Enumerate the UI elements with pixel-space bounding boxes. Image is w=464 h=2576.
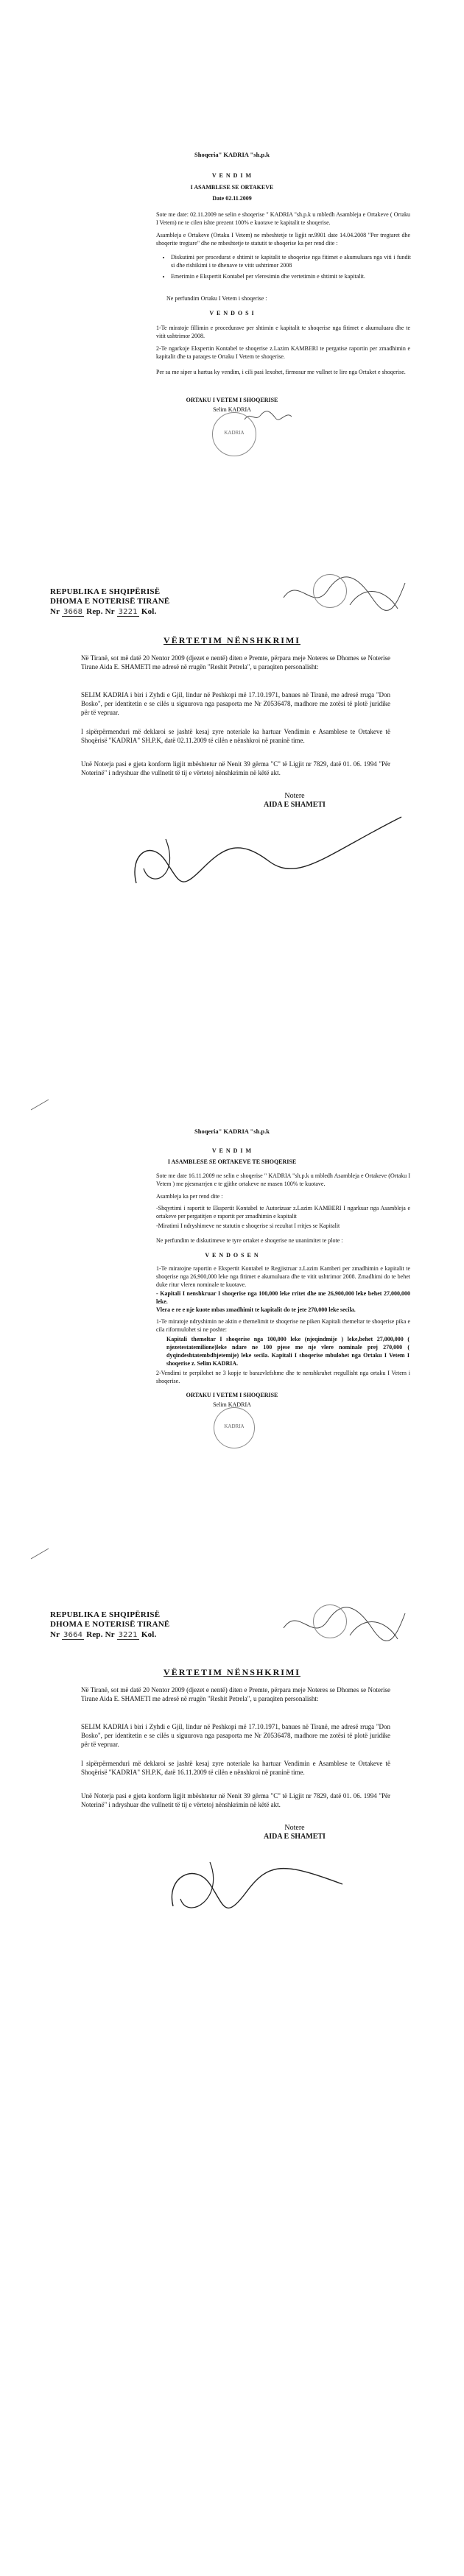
rep-label: Rep. Nr xyxy=(86,1630,115,1639)
notary-stamp-top xyxy=(313,574,347,608)
vendosen-heading: V E N D O S E N xyxy=(205,1252,259,1259)
proceeding-text: Ne perfundim Ortaku I Vetem i shoqerise : xyxy=(166,295,267,302)
signatory-name: Selim KADRIA xyxy=(213,406,251,413)
company-stamp xyxy=(212,412,256,456)
rep-number-handwritten: 3664 xyxy=(63,1631,83,1639)
assembly-heading: I ASAMBLESE SE ORTAKEVE TE SHOQERISE xyxy=(167,1158,297,1165)
rep-number-handwritten: 3668 xyxy=(63,608,83,616)
decision-1: 1-Te miratojne raportin e Ekspertit Kontabel te Regjistruar z.Lazim Kamberi per zmadhimin e kapitalit te shoqerise nga 26,900,000 leke nga fitimet e akumuluara dhe te vitit ushtrimor 2008. Zmadhimi do te behet duke ritur vleren nominale te kuotave. xyxy=(156,1265,410,1288)
signatory-name: Selim KADRIA xyxy=(213,1401,251,1408)
agenda-item-2: -Miratimi I ndryshimeve ne statutin e shoqerise si rezultat I rritjes se Kapitalit xyxy=(156,1222,340,1229)
register-number xyxy=(50,607,157,617)
agenda-list xyxy=(161,253,411,283)
agenda-item: • Diskutimi per procedurat e shtimit te kapitalit te shoqerise nga fitimet e akumuluara nga viti i fundit si dhe rishikimi i te dhenave te vitit ushtrimor 2008 xyxy=(171,253,411,269)
notary-label: Notere xyxy=(284,1824,305,1832)
vendim-heading: V E N D I M xyxy=(211,1147,253,1154)
stamp-text: KADRIA xyxy=(224,1423,245,1429)
chamber-header: DHOMA E NOTERISË TIRANË xyxy=(50,597,170,606)
notary-signature xyxy=(158,1840,350,1928)
notary-paragraph-3: I sipërpërmenduri më deklaroi se jashtë kesaj zyre noteriale ka hartuar Vendimin e Asamblese te Ortakeve të Shoqërisë "KADRIA" SH.P.K, datë 02.11.2009 të cilën e nënshkroi në praninë time. xyxy=(81,728,390,744)
vendim-heading: V E N D I M xyxy=(211,172,253,179)
kol-label: Kol. xyxy=(141,607,157,616)
agenda-item: • Emerimin e Ekspertit Kontabel per vleresimin dhe vertetimin e shtimit te kapitalit. xyxy=(171,272,411,280)
certification-title: VËRTETIM NËNSHKRIMI xyxy=(164,635,300,645)
notary-paragraph-4: Unë Noterja pasi e gjeta konform ligjit mbështetur në Nenit 39 gërma "C" të Ligjit nr 7829, datë 01. 06. 1994 "Për Noterinë" i ndryshuar dhe vullnetit të tij e vërtetoj nënshkrimin në këtë akt. xyxy=(81,1792,390,1808)
company-name: Shoqeria" KADRIA "sh.p.k xyxy=(194,1128,270,1135)
notary-page-1 xyxy=(0,559,464,1089)
notary-paragraph-2: SELIM KADRIA i biri i Zyhdi e Gjil, lindur në Peshkopi më 17.10.1971, banues në Tiranë, me adresë rruga "Don Bosko", per identitetin e se cilës u siguurova nga pasaporta me Nr Z0536478, madhore me zotësi të plotë juridike për të vepruar. xyxy=(81,1723,390,1748)
intro-paragraph: Sote me date 16.11.2009 ne selin e shoqerise " KADRIA "sh.p.k u mbledh Asambleja e Ortakeve (Ortaku I Vetem ) me pjesmarrjen e te gjithe ortakeve ne masen 100% te kuotave. xyxy=(156,1172,410,1187)
chamber-header: DHOMA E NOTERISË TIRANË xyxy=(50,1620,170,1629)
notary-label: Notere xyxy=(284,792,305,800)
notary-paragraph-3: I sipërpërmenduri më deklaroi se jashtë kesaj zyre noteriale ka hartuar Vendimin e Asamblese te Ortakeve të Shoqërisë "KADRIA" SH.P.K, datë 16.11.2009 të cilën e nënshkroi në praninë time. xyxy=(81,1760,390,1776)
notary-stamp-top xyxy=(313,1604,347,1638)
republic-header: REPUBLIKA E SHQIPËRISË xyxy=(50,587,161,596)
notary-paragraph-4: Unë Noterja pasi e gjeta konform ligjit mbështetur në Nenit 39 gërma "C" të Ligjit nr 7829, datë 01. 06. 1994 "Për Noterinë" i ndryshuar dhe vullnetit të tij e vërtetoj nënshkrimin në këtë akt. xyxy=(81,760,390,776)
notary-page-2 xyxy=(0,1531,464,2576)
stamp-text: KADRIA xyxy=(224,430,245,436)
intro-paragraph: Sote me date: 02.11.2009 ne selin e shoqerise " KADRIA "sh.p.k u mbledh Asambleja e Ortakeve ( Ortaku I Vetem) ne te cilen ishte prezent 100% e kuotave te kapitalit te shoqerise. xyxy=(156,211,410,226)
nr-label: Nr xyxy=(50,1630,60,1639)
agenda-label: Asambleja ka per rend dite : xyxy=(156,1193,223,1200)
register-number xyxy=(50,1630,157,1640)
rep-nr-handwritten: 3221 xyxy=(118,608,138,616)
rep-label: Rep. Nr xyxy=(86,607,115,616)
assembly-heading: I ASAMBLESE SE ORTAKEVE xyxy=(190,184,274,191)
notary-paragraph-2: SELIM KADRIA i biri i Zyhdi e Gjil, lindur në Peshkopi më 17.10.1971, banues në Tiranë, me adresë rruga "Don Bosko", per identitetin e se cilës u siguurova nga pasaporta me Nr Z0536478, madhore me zotësi të plotë juridike për të vepruar. xyxy=(81,691,390,716)
decision-date: Date 02.11.2009 xyxy=(212,195,252,202)
decision-1-quota: Vlera e re e nje kuote mbas zmadhimit te kapitalit do te jete 270,000 leke secila. xyxy=(156,1306,356,1313)
notary-paragraph-1: Në Tiranë, sot më datë 20 Nentor 2009 (djezet e nentë) diten e Premte, përpara meje Noteres se Dhomes se Noterise Tirane Aida E. SHAMETI me adresë në rrugën "Reshit Petrela", u paraqiten personalisht: xyxy=(81,654,390,670)
signatory-title: ORTAKU I VETEM I SHOQERISE xyxy=(186,397,278,403)
decision-2-capital: Kapitali themeltar I shoqerise nga 100,000 leke (njeqindmije ) leke,behet 27,000,000 ( njezetestatemilione)leke ndare ne 100 pjese me nje vlere nominale prej 270,000 ( dyqindeshtatembdhjetemije) leke secila. Kapitali I shoqerise mbulohet nga Ortaku I Vetem I shoqerise z. Selim KADRIA. xyxy=(166,1336,409,1367)
decision-1-capital: - Kapitali I nenshkruar I shoqerise nga 100,000 leke rritet dhe me 26,900,000 leke behet 27,000,000 leke. xyxy=(156,1290,410,1305)
decision-2: 1-Te miratoje ndryshimin ne aktin e themelimit te shoqerise ne piken Kapitali themeltar te shoqerise pika e cila riformulohet si ne poshte: xyxy=(156,1318,410,1333)
kol-label: Kol. xyxy=(141,1630,157,1639)
company-name: Shoqeria" KADRIA "sh.p.k xyxy=(194,151,270,158)
notary-signature xyxy=(122,810,416,898)
nr-label: Nr xyxy=(50,607,60,616)
signatory-title: ORTAKU I VETEM I SHOQERISE xyxy=(186,1392,278,1398)
notary-name: AIDA E SHAMETI xyxy=(264,1833,326,1841)
decision-1: 1-Te miratoje fillimin e procedurave per shtimin e kapitalit te shoqerise nga fitimet e akumuluara dhe te vitit ushtrimor 2008. xyxy=(156,325,410,339)
proceeding-text: Ne perfundim te diskutimeve te tyre ortaket e shoqerise ne unanimitet te plote : xyxy=(156,1237,343,1244)
margin-mark xyxy=(29,1097,52,1111)
republic-header: REPUBLIKA E SHQIPËRISË xyxy=(50,1610,161,1619)
decision-2: 2-Te ngarkoje Ekspertin Kontabel te shoqerise z.Lazim KAMBERI te pergatise raportin per zmadhimin e kapitalit dhe ta paraqes te Ortaku I Vetem te shoqerise. xyxy=(156,345,410,360)
notary-name: AIDA E SHAMETI xyxy=(264,801,326,809)
agenda-intro: Asambleja e Ortakeve (Ortaku I Vetem) ne mbeshtetje te ligjit nr.9901 date 14.04.2008 "Per tregtaret dhe shoqerite tregtare" dhe ne mbeshtetje te statutit te shoqerise ka per rend dite : xyxy=(156,232,410,247)
certification-title: VËRTETIM NËNSHKRIMI xyxy=(164,1667,300,1677)
agenda-item-1: -Shqyrtimi i raportit te Ekspertit Kontabel te Autorizuar z.Lazim KAMBERI I ngarkuar nga Asambleja e ortakeve per pergatitjen e raportit per zmadhimin e kapitalit xyxy=(156,1205,410,1220)
decision-3: 2-Vendimi te perpilohet ne 3 kopje te barazvlefshme dhe te nenshkruhet rregullisht nga ortaku I Vetem i shoqerise. xyxy=(156,1370,410,1384)
margin-mark xyxy=(29,1546,52,1560)
rep-nr-handwritten: 3221 xyxy=(118,1631,138,1639)
closing-paragraph: Per sa me siper u hartua ky vendim, i cili pasi lexohet, firmosur me vullnet te lire nga Ortaket e shoqerise. xyxy=(156,369,406,375)
document-page-1 xyxy=(0,0,464,559)
vendosi-heading: V E N D O S I xyxy=(209,310,255,316)
document-page-2 xyxy=(0,1089,464,1531)
company-stamp xyxy=(214,1407,255,1448)
notary-paragraph-1: Në Tiranë, sot më datë 20 Nentor 2009 (djezet e nentë) diten e Premte, përpara meje Noteres se Dhomes se Noterise Tirane Aida E. SHAMETI me adresë në rrugën "Reshit Petrela", u paraqiten personalisht: xyxy=(81,1686,390,1702)
